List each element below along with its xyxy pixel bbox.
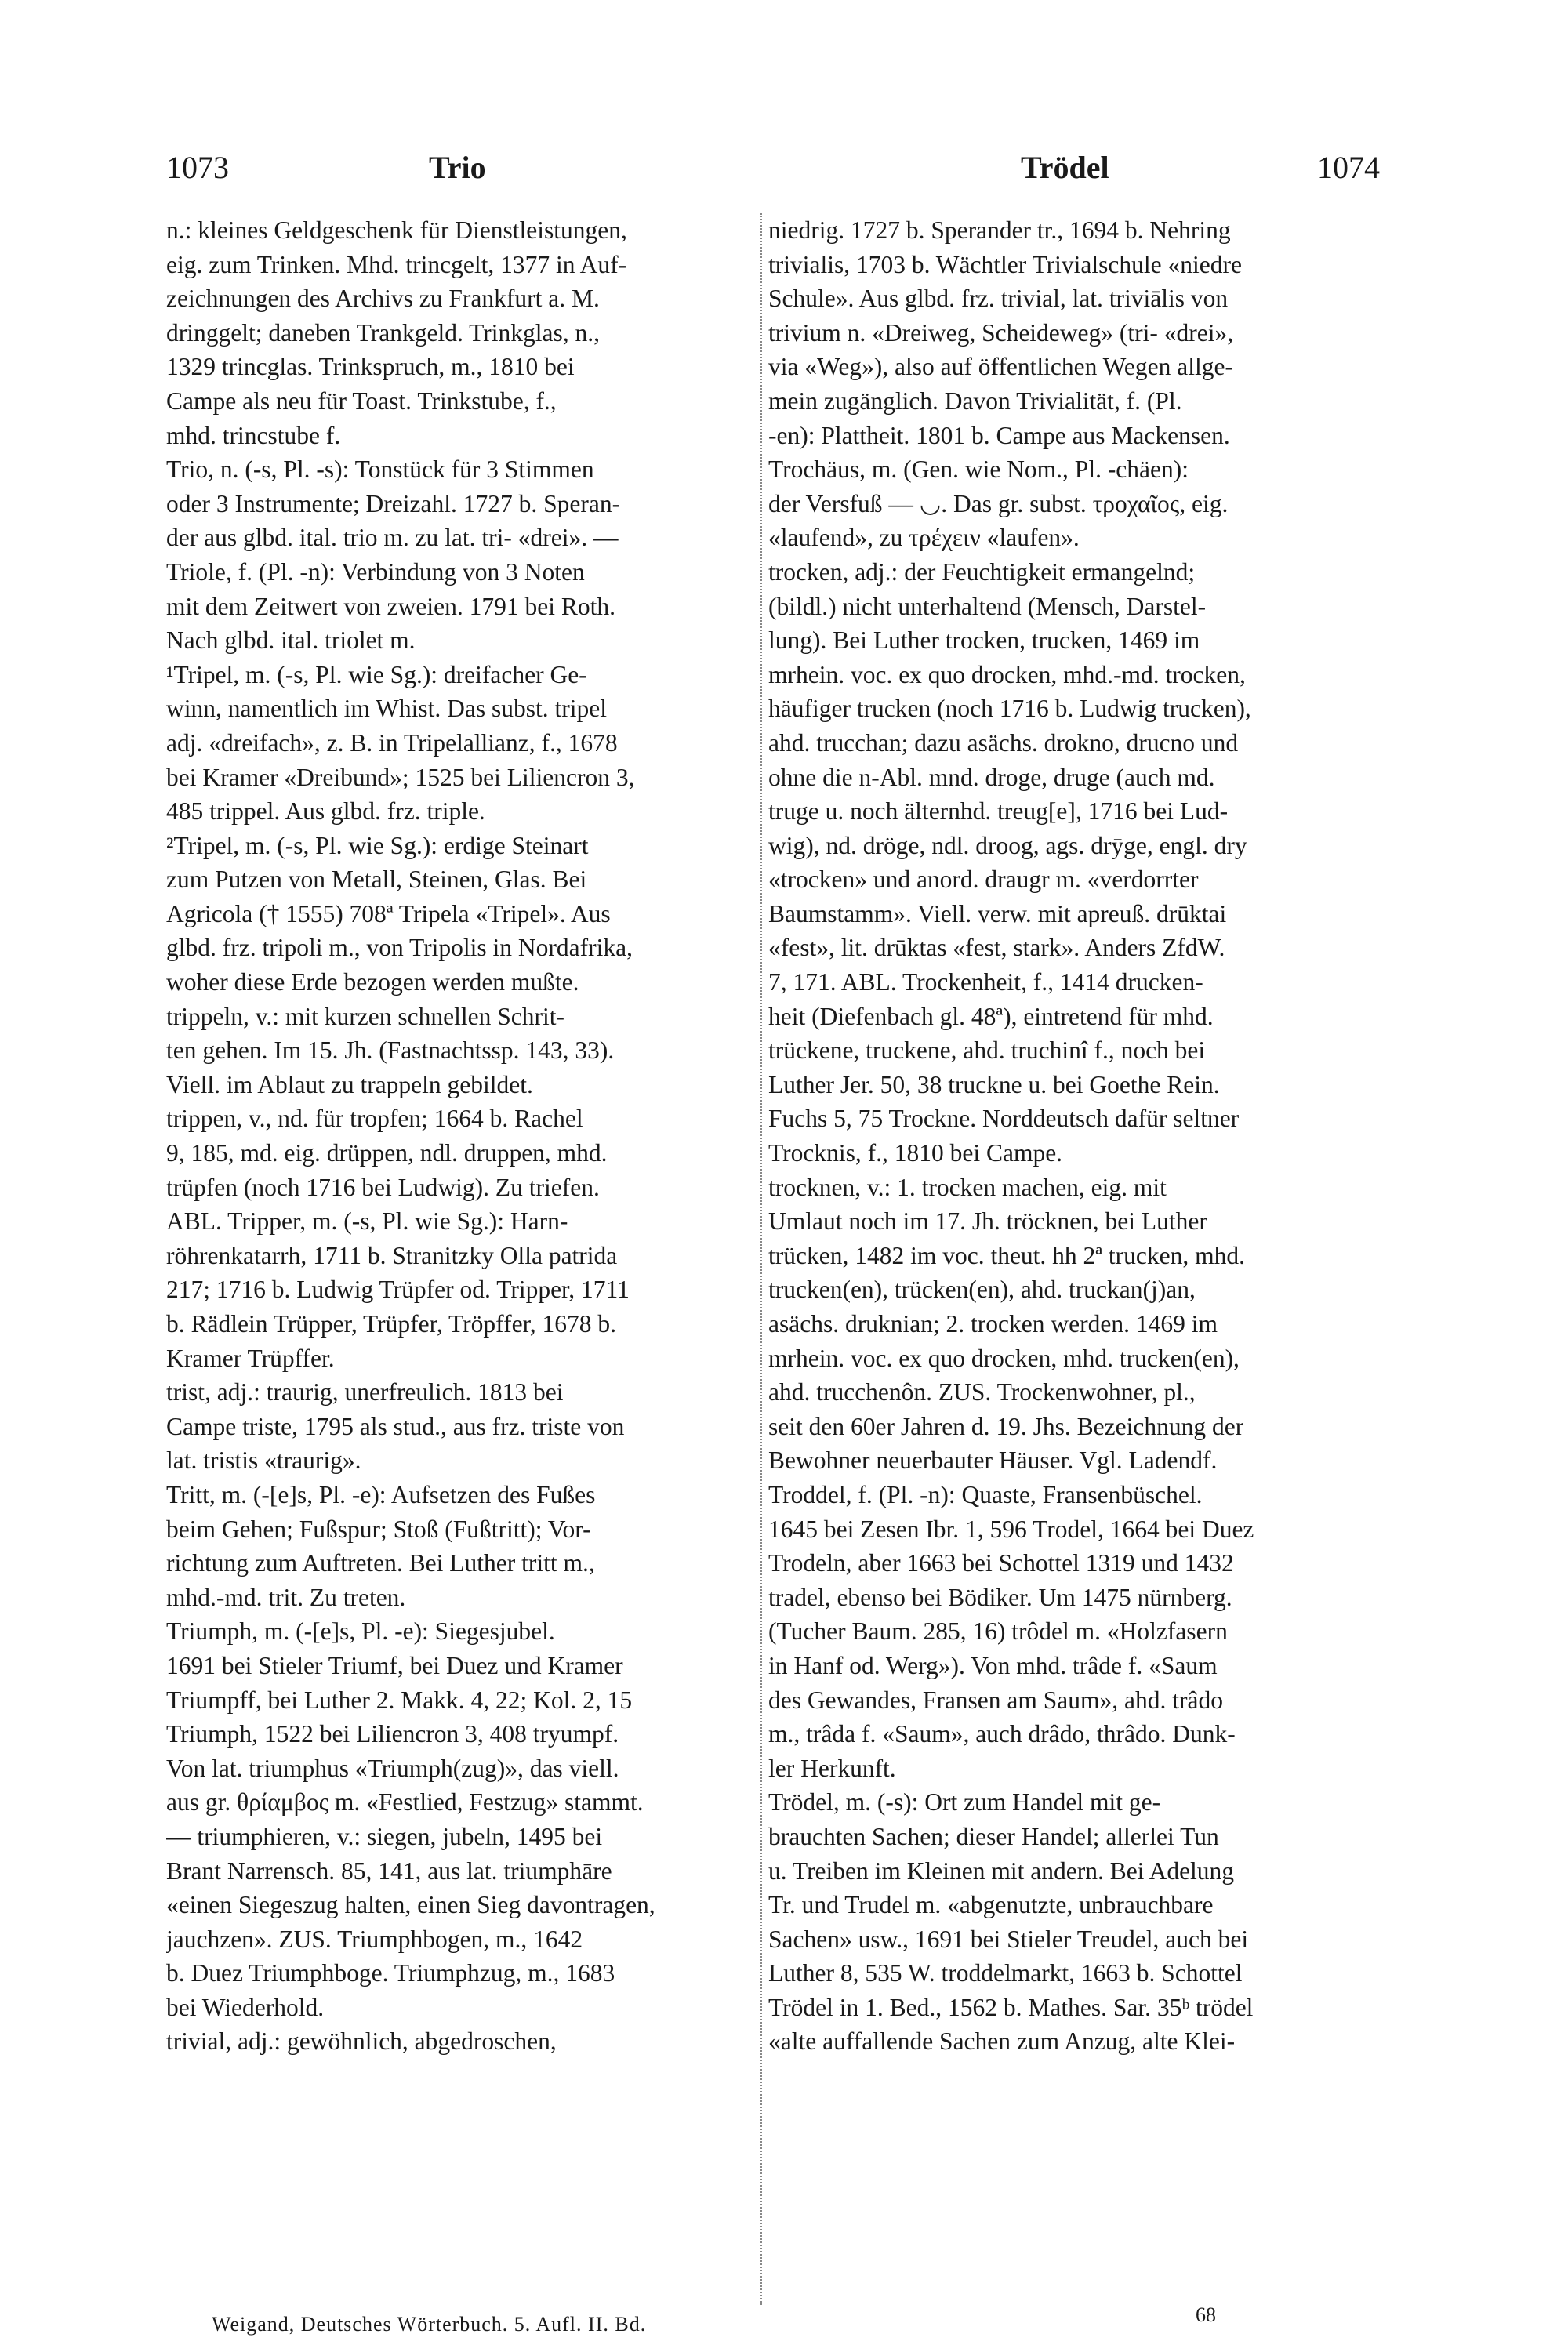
text-line: (Tucher Baum. 285, 16) trôdel m. «Holzfasern (768, 1617, 1228, 1646)
text-line: ahd. trucchenôn. ZUS. Trockenwohner, pl., (768, 1378, 1196, 1406)
column-divider (760, 213, 763, 2305)
text-line: 485 trippel. Aus glbd. frz. triple. (166, 797, 485, 826)
text-line: zum Putzen von Metall, Steinen, Glas. Bei (166, 866, 587, 894)
text-line: Troddel, f. (Pl. -n): Quaste, Fransenbüschel. (768, 1480, 1203, 1508)
text-line: bei Wiederhold. (166, 1993, 325, 2021)
text-line: richtung zum Auftreten. Bei Luther tritt m., (166, 1549, 595, 1577)
text-line: adj. «dreifach», z. B. in Tripelallianz, f., 1678 (166, 728, 618, 757)
text-line: trivialis, 1703 b. Wächtler Trivialschule «niedre (768, 250, 1242, 278)
text-line: dringgelt; daneben Trankgeld. Trinkglas, n., (166, 318, 600, 347)
text-line: truge u. noch älternhd. treug[e], 1716 bei Lud- (768, 797, 1229, 826)
guide-word-right: Trödel (1021, 150, 1109, 185)
text-line: Trödel in 1. Bed., 1562 b. Mathes. Sar. 35ᵇ trödel (768, 1993, 1254, 2021)
text-line: ABL. Tripper, m. (-s, Pl. wie Sg.): Harn- (166, 1207, 568, 1236)
text-line: 1691 bei Stieler Triumf, bei Duez und Kramer (166, 1651, 623, 1679)
text-line: -en): Plattheit. 1801 b. Campe aus Mackensen. (768, 421, 1230, 449)
guide-word-left: Trio (429, 150, 486, 185)
text-line: Bewohner neuerbauter Häuser. Vgl. Ladendf. (768, 1446, 1218, 1475)
text-line: «alte auffallende Sachen zum Anzug, alte Klei- (768, 2027, 1236, 2056)
text-line: Sachen» usw., 1691 bei Stieler Treudel, auch bei (768, 1925, 1249, 1953)
text-line: trückene, truckene, ahd. truchinî f., noch bei (768, 1036, 1206, 1065)
text-line: Umlaut noch im 17. Jh. tröcknen, bei Luther (768, 1207, 1207, 1236)
text-line: winn, namentlich im Whist. Das subst. tripel (166, 695, 607, 723)
text-line: beim Gehen; Fußspur; Stoß (Fußtritt); Vor- (166, 1515, 591, 1543)
signature-mark: 68 (1196, 2303, 1216, 2326)
text-line: zeichnungen des Archivs zu Frankfurt a. M. (166, 285, 600, 313)
text-line: Baumstamm». Viell. verw. mit apreuß. drūktai (768, 899, 1227, 927)
page-number-right: 1074 (1317, 150, 1380, 185)
text-line: eig. zum Trinken. Mhd. trincgelt, 1377 in Auf- (166, 250, 627, 278)
text-line: der Versfuß — ◡. Das gr. subst. τροχαῖος, eig. (768, 489, 1229, 517)
text-line: asächs. druknian; 2. trocken werden. 1469 im (768, 1310, 1218, 1338)
text-line: Schule». Aus glbd. frz. trivial, lat. triviālis von (768, 285, 1229, 313)
text-line: bei Kramer «Dreibund»; 1525 bei Liliencron 3, (166, 763, 635, 791)
text-line: trivium n. «Dreiweg, Scheideweg» (tri- «drei», (768, 318, 1234, 347)
text-line: b. Duez Triumphboge. Triumphzug, m., 1683 (166, 1959, 615, 1987)
text-line: 1329 trincglas. Trinkspruch, m., 1810 bei (166, 353, 575, 381)
text-line: Trochäus, m. (Gen. wie Nom., Pl. -chäen): (768, 456, 1189, 484)
text-line: m., trâda f. «Saum», auch drâdo, thrâdo. Dunk- (768, 1720, 1236, 1748)
text-line: Nach glbd. ital. triolet m. (166, 626, 416, 655)
text-line: aus gr. θρίαμβος m. «Festlied, Festzug» stammt. (166, 1788, 644, 1817)
left-column (166, 213, 766, 2059)
text-line: woher diese Erde bezogen werden mußte. (166, 968, 579, 996)
text-line: wig), nd. dröge, ndl. droog, ags. drȳge, engl. dry (768, 831, 1247, 859)
text-line: jauchzen». ZUS. Triumphbogen, m., 1642 (166, 1925, 583, 1953)
text-line: via «Weg»), also auf öffentlichen Wegen allge- (768, 353, 1233, 381)
text-line: oder 3 Instrumente; Dreizahl. 1727 b. Speran- (166, 489, 621, 517)
text-line: Agricola († 1555) 708ª Tripela «Tripel». Aus (166, 899, 611, 927)
text-line: glbd. frz. tripoli m., von Tripolis in Nordafrika, (166, 934, 633, 962)
text-line: «einen Siegeszug halten, einen Sieg davontragen, (166, 1891, 655, 1919)
text-line: in Hanf od. Werg»). Von mhd. trâde f. «Saum (768, 1651, 1218, 1679)
text-line: Triumph, 1522 bei Liliencron 3, 408 tryumpf. (166, 1720, 619, 1748)
text-line: trippen, v., nd. für tropfen; 1664 b. Rachel (166, 1105, 583, 1133)
text-line: trist, adj.: traurig, unerfreulich. 1813 bei (166, 1378, 564, 1406)
text-line: 9, 185, md. eig. drüppen, ndl. druppen, mhd. (166, 1139, 608, 1167)
text-line: n.: kleines Geldgeschenk für Dienstleistungen, (166, 216, 627, 244)
text-line: mhd. trincstube f. (166, 421, 341, 449)
text-line: trocknen, v.: 1. trocken machen, eig. mit (768, 1173, 1167, 1201)
text-line: 217; 1716 b. Ludwig Trüpfer od. Tripper, 1711 (166, 1276, 630, 1304)
text-line: Tr. und Trudel m. «abgenutzte, unbrauchbare (768, 1891, 1214, 1919)
text-line: 1645 bei Zesen Ibr. 1, 596 Trodel, 1664 bei Duez (768, 1515, 1254, 1543)
text-line: Trocknis, f., 1810 bei Campe. (768, 1139, 1063, 1167)
text-line: des Gewandes, Fransen am Saum», ahd. trâdo (768, 1686, 1223, 1714)
text-line: ²Tripel, m. (-s, Pl. wie Sg.): erdige Steinart (166, 831, 589, 859)
text-line: Luther 8, 535 W. troddelmarkt, 1663 b. Schottel (768, 1959, 1243, 1987)
text-line: häufiger trucken (noch 1716 b. Ludwig trucken), (768, 695, 1251, 723)
text-line: ¹Tripel, m. (-s, Pl. wie Sg.): dreifacher Ge- (166, 660, 587, 688)
text-line: Triole, f. (Pl. -n): Verbindung von 3 Noten (166, 557, 585, 586)
text-line: Tritt, m. (-[e]s, Pl. -e): Aufsetzen des Fußes (166, 1480, 596, 1508)
text-line: trocken, adj.: der Feuchtigkeit ermangelnd; (768, 557, 1196, 586)
text-line: Luther Jer. 50, 38 truckne u. bei Goethe Rein. (768, 1070, 1220, 1098)
text-line: Von lat. triumphus «Triumph(zug)», das viell. (166, 1754, 619, 1782)
text-line: lung). Bei Luther trocken, trucken, 1469 im (768, 626, 1200, 655)
text-line: mit dem Zeitwert von zweien. 1791 bei Roth. (166, 592, 615, 620)
text-line: Triumph, m. (-[e]s, Pl. -e): Siegesjubel. (166, 1617, 555, 1646)
text-line: Campe triste, 1795 als stud., aus frz. triste von (166, 1412, 625, 1440)
text-line: lat. tristis «traurig». (166, 1446, 361, 1475)
text-line: Campe als neu für Toast. Trinkstube, f., (166, 387, 557, 415)
text-line: (bildl.) nicht unterhaltend (Mensch, Darstel- (768, 592, 1207, 620)
text-line: mhd.-md. trit. Zu treten. (166, 1583, 406, 1611)
text-line: u. Treiben im Kleinen mit andern. Bei Adelung (768, 1857, 1235, 1885)
footer-source: Weigand, Deutsches Wörterbuch. 5. Aufl. II. Bd. (212, 2313, 647, 2336)
text-line: trüpfen (noch 1716 bei Ludwig). Zu triefen. (166, 1173, 600, 1201)
text-line: ohne die n-Abl. mnd. droge, druge (auch md. (768, 763, 1215, 791)
text-line: seit den 60er Jahren d. 19. Jhs. Bezeichnung der (768, 1412, 1244, 1440)
text-line: trivial, adj.: gewöhnlich, abgedroschen, (166, 2027, 557, 2056)
text-line: ler Herkunft. (768, 1754, 896, 1782)
text-line: niedrig. 1727 b. Sperander tr., 1694 b. Nehring (768, 216, 1231, 244)
text-line: — triumphieren, v.: siegen, jubeln, 1495 bei (166, 1822, 603, 1850)
page-number-left: 1073 (166, 150, 229, 185)
text-line: Viell. im Ablaut zu trappeln gebildet. (166, 1070, 533, 1098)
text-line: heit (Diefenbach gl. 48ª), eintretend für mhd. (768, 1002, 1214, 1030)
text-line: tradel, ebenso bei Bödiker. Um 1475 nürnberg. (768, 1583, 1232, 1611)
text-line: «fest», lit. drūktas «fest, stark». Anders ZfdW. (768, 934, 1225, 962)
running-header (166, 149, 1380, 198)
text-line: mrhein. voc. ex quo drocken, mhd.-md. trocken, (768, 660, 1246, 688)
text-line: trucken(en), trücken(en), ahd. truckan(j)an, (768, 1276, 1196, 1304)
text-line: mein zugänglich. Davon Trivialität, f. (Pl. (768, 387, 1182, 415)
text-line: röhrenkatarrh, 1711 b. Stranitzky Olla patrida (166, 1241, 618, 1269)
text-line: b. Rädlein Trüpper, Trüpfer, Tröpffer, 1678 b. (166, 1310, 617, 1338)
text-line: trücken, 1482 im voc. theut. hh 2ª trucken, mhd. (768, 1241, 1245, 1269)
text-line: «trocken» und anord. draugr m. «verdorrter (768, 866, 1199, 894)
text-line: der aus glbd. ital. trio m. zu lat. tri- «drei». — (166, 524, 619, 552)
right-column (768, 213, 1368, 2059)
text-line: Kramer Trüpffer. (166, 1344, 335, 1372)
text-line: ten gehen. Im 15. Jh. (Fastnachtssp. 143, 33). (166, 1036, 615, 1065)
text-line: mrhein. voc. ex quo drocken, mhd. trucken(en), (768, 1344, 1240, 1372)
text-line: «laufend», zu τρέχειν «laufen». (768, 524, 1080, 552)
text-line: ahd. trucchan; dazu asächs. drokno, drucno und (768, 728, 1239, 757)
text-line: Brant Narrensch. 85, 141, aus lat. triumphāre (166, 1857, 612, 1885)
text-line: 7, 171. ABL. Trockenheit, f., 1414 drucken- (768, 968, 1203, 996)
text-line: Trodeln, aber 1663 bei Schottel 1319 und 1432 (768, 1549, 1234, 1577)
text-line: Trio, n. (-s, Pl. -s): Tonstück für 3 Stimmen (166, 456, 594, 484)
text-line: Triumpff, bei Luther 2. Makk. 4, 22; Kol. 2, 15 (166, 1686, 633, 1714)
text-line: Fuchs 5, 75 Trockne. Norddeutsch dafür seltner (768, 1105, 1240, 1133)
text-line: Trödel, m. (-s): Ort zum Handel mit ge- (768, 1788, 1161, 1817)
text-line: brauchten Sachen; dieser Handel; allerlei Tun (768, 1822, 1219, 1850)
text-line: trippeln, v.: mit kurzen schnellen Schrit- (166, 1002, 564, 1030)
